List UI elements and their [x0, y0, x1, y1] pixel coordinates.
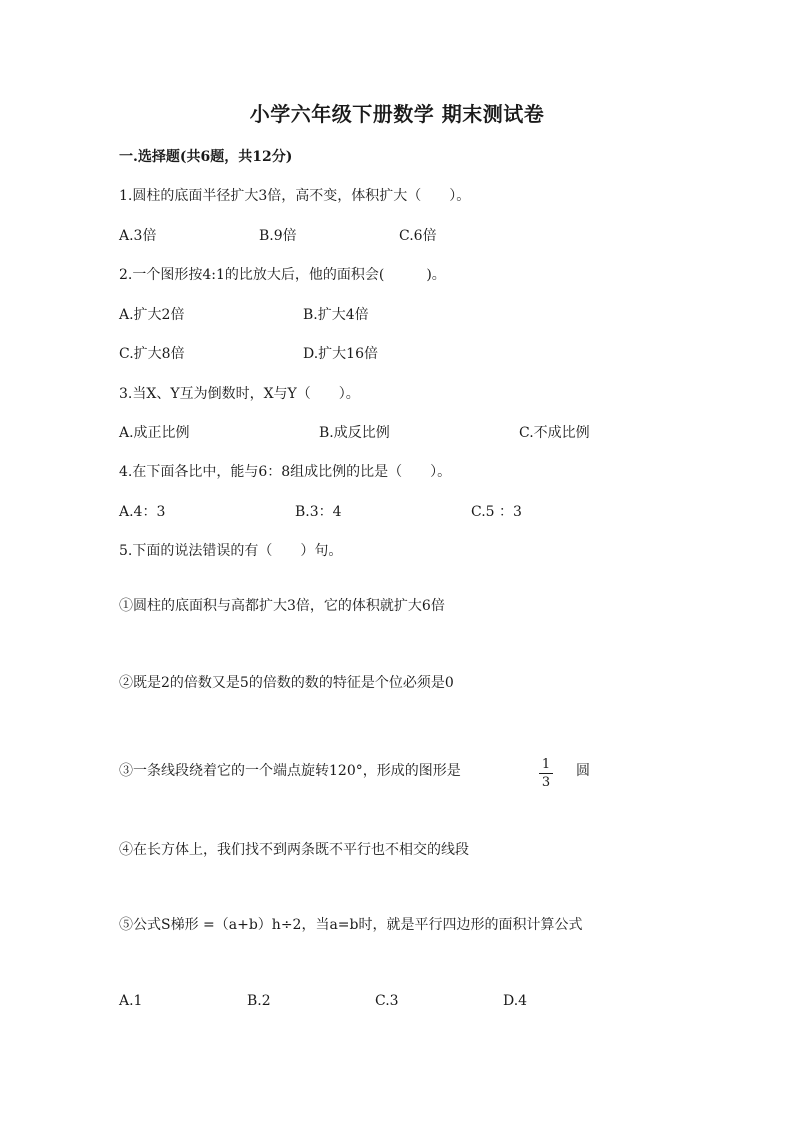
- q3-option-b: B.成反比例: [319, 425, 390, 441]
- question-1-stem: 1.圆柱的底面半径扩大3倍，高不变，体积扩大（ ）。: [119, 188, 471, 204]
- q5-option-c: C.3: [375, 993, 399, 1009]
- q5-option-d: D.4: [503, 993, 528, 1009]
- q3-option-c: C.不成比例: [519, 425, 590, 441]
- fraction-numerator: 1: [541, 757, 551, 772]
- q4-option-b: B.3：4: [295, 504, 342, 520]
- q2-option-a: A.扩大2倍: [119, 307, 185, 323]
- question-3-stem: 3.当X、Y互为倒数时，X与Y（ ）。: [119, 386, 360, 402]
- question-2-stem: 2.一个图形按4:1的比放大后，他的面积会( )。: [119, 267, 446, 283]
- q2-option-d: D.扩大16倍: [303, 346, 378, 362]
- q5-statement-2: ②既是2的倍数又是5的倍数的数的特征是个位必须是0: [119, 675, 454, 691]
- q5-option-b: B.2: [247, 993, 271, 1009]
- q2-option-b: B.扩大4倍: [303, 307, 369, 323]
- q4-option-a: A.4：3: [119, 504, 166, 520]
- q1-option-c: C.6倍: [399, 228, 437, 244]
- q3-option-a: A.成正比例: [119, 425, 190, 441]
- section-heading: 一.选择题(共6题，共12分): [119, 149, 293, 165]
- q5-statement-3-suffix: 圆: [576, 763, 590, 779]
- fraction-one-third: [537, 757, 555, 790]
- question-5-stem: 5.下面的说法错误的有（ ）句。: [119, 543, 343, 559]
- q4-option-c: C.5 ：3: [471, 504, 522, 520]
- q5-statement-3: ③一条线段绕着它的一个端点旋转120°，形成的图形是: [119, 763, 461, 779]
- q5-statement-4: ④在长方体上，我们找不到两条既不平行也不相交的线段: [119, 842, 469, 858]
- q5-statement-1: ①圆柱的底面积与高都扩大3倍，它的体积就扩大6倍: [119, 598, 445, 614]
- q1-option-b: B.9倍: [259, 228, 297, 244]
- question-4-stem: 4.在下面各比中，能与6：8组成比例的比是（ ）。: [119, 464, 452, 480]
- fraction-bar: [539, 773, 553, 774]
- q1-option-a: A.3倍: [119, 228, 157, 244]
- page-title: 小学六年级下册数学 期末测试卷: [249, 102, 545, 126]
- q5-option-a: A.1: [119, 993, 143, 1009]
- q5-statement-5: ⑤公式S梯形 =（a+b）h÷2，当a=b时，就是平行四边形的面积计算公式: [119, 917, 583, 933]
- fraction-denominator: 3: [541, 775, 551, 790]
- q2-option-c: C.扩大8倍: [119, 346, 185, 362]
